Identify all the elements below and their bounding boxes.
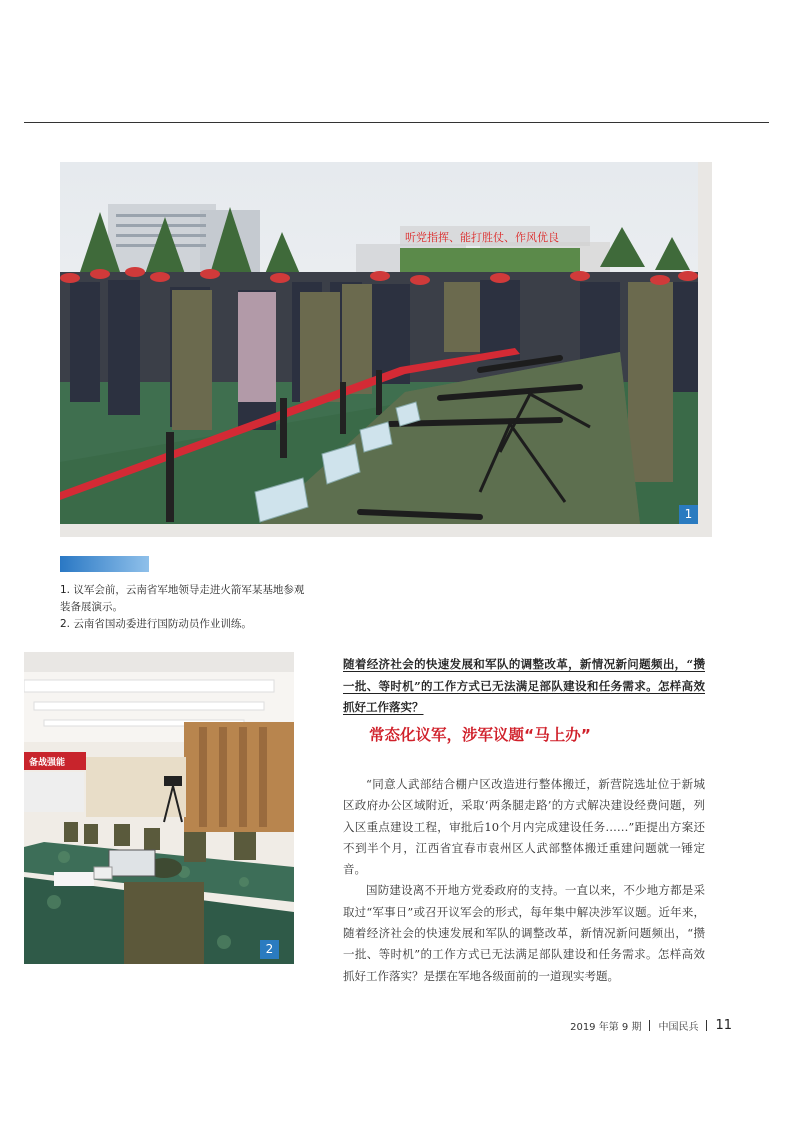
caption-2: 2. 云南省国动委进行国防动员作业训练。 [60,618,252,630]
header-rule [24,122,769,123]
body-paragraph-1: “同意人武部结合棚户区改造进行整体搬迁，新营院选址位于新城区政府办公区域附近，采取‘两条腿走路’的方式解决建设经费问题，列入区重点建设工程，审批后10个月内完成建设任务……”距提出方案还不到半个月，江西省宜春市袁州区人武部整体搬迁重建问题就一锤定音。 [343,777,705,877]
photo-2-frame [24,652,294,964]
page-footer [570,1018,732,1033]
photo-1-banner: 听党指挥、能打胜仗、作风优良 [405,231,559,244]
photo-2 [24,672,294,964]
photo-2-number-badge: 2 [260,940,279,959]
section-heading: 常态化议军，涉军议题“马上办” [369,726,591,744]
footer-separator [649,1020,650,1031]
photo-1-number-badge: 1 [679,505,698,524]
body-paragraph-2: 国防建设离不开地方党委政府的支持。一直以来，不少地方都是采取过“军事日”或召开议军会的形式，每年集中解决涉军议题。近年来，随着经济社会的快速发展和军队的调整改革，新情况新问题频出，“攒一批、等时机”的工作方式已无法满足部队建设和任务需求。怎样高效抓好工作落实？是摆在军地各级面前的一道现实考题。 [343,883,705,983]
footer-separator [706,1020,707,1031]
photo-2-banner: 备战强能 [29,758,66,768]
footer-magazine-name: 中国民兵 [658,1022,699,1033]
lead-text: 随着经济社会的快速发展和军队的调整改革，新情况新问题频出，“攒一批、等时机”的工作方式已无法满足部队建设和任务需求。怎样高效抓好工作落实？ [343,657,705,714]
footer-issue: 2019 年第 9 期 [570,1022,642,1033]
photo-captions [60,582,310,633]
photo-1-frame [60,162,712,537]
page-number: 11 [715,1018,732,1033]
caption-1: 1. 议军会前，云南省军地领导走进火箭军某基地参观装备展演示。 [60,584,305,613]
article-body [343,774,705,987]
photo-1 [60,162,698,524]
lead-paragraph [343,654,705,719]
caption-accent-bar [60,556,149,572]
